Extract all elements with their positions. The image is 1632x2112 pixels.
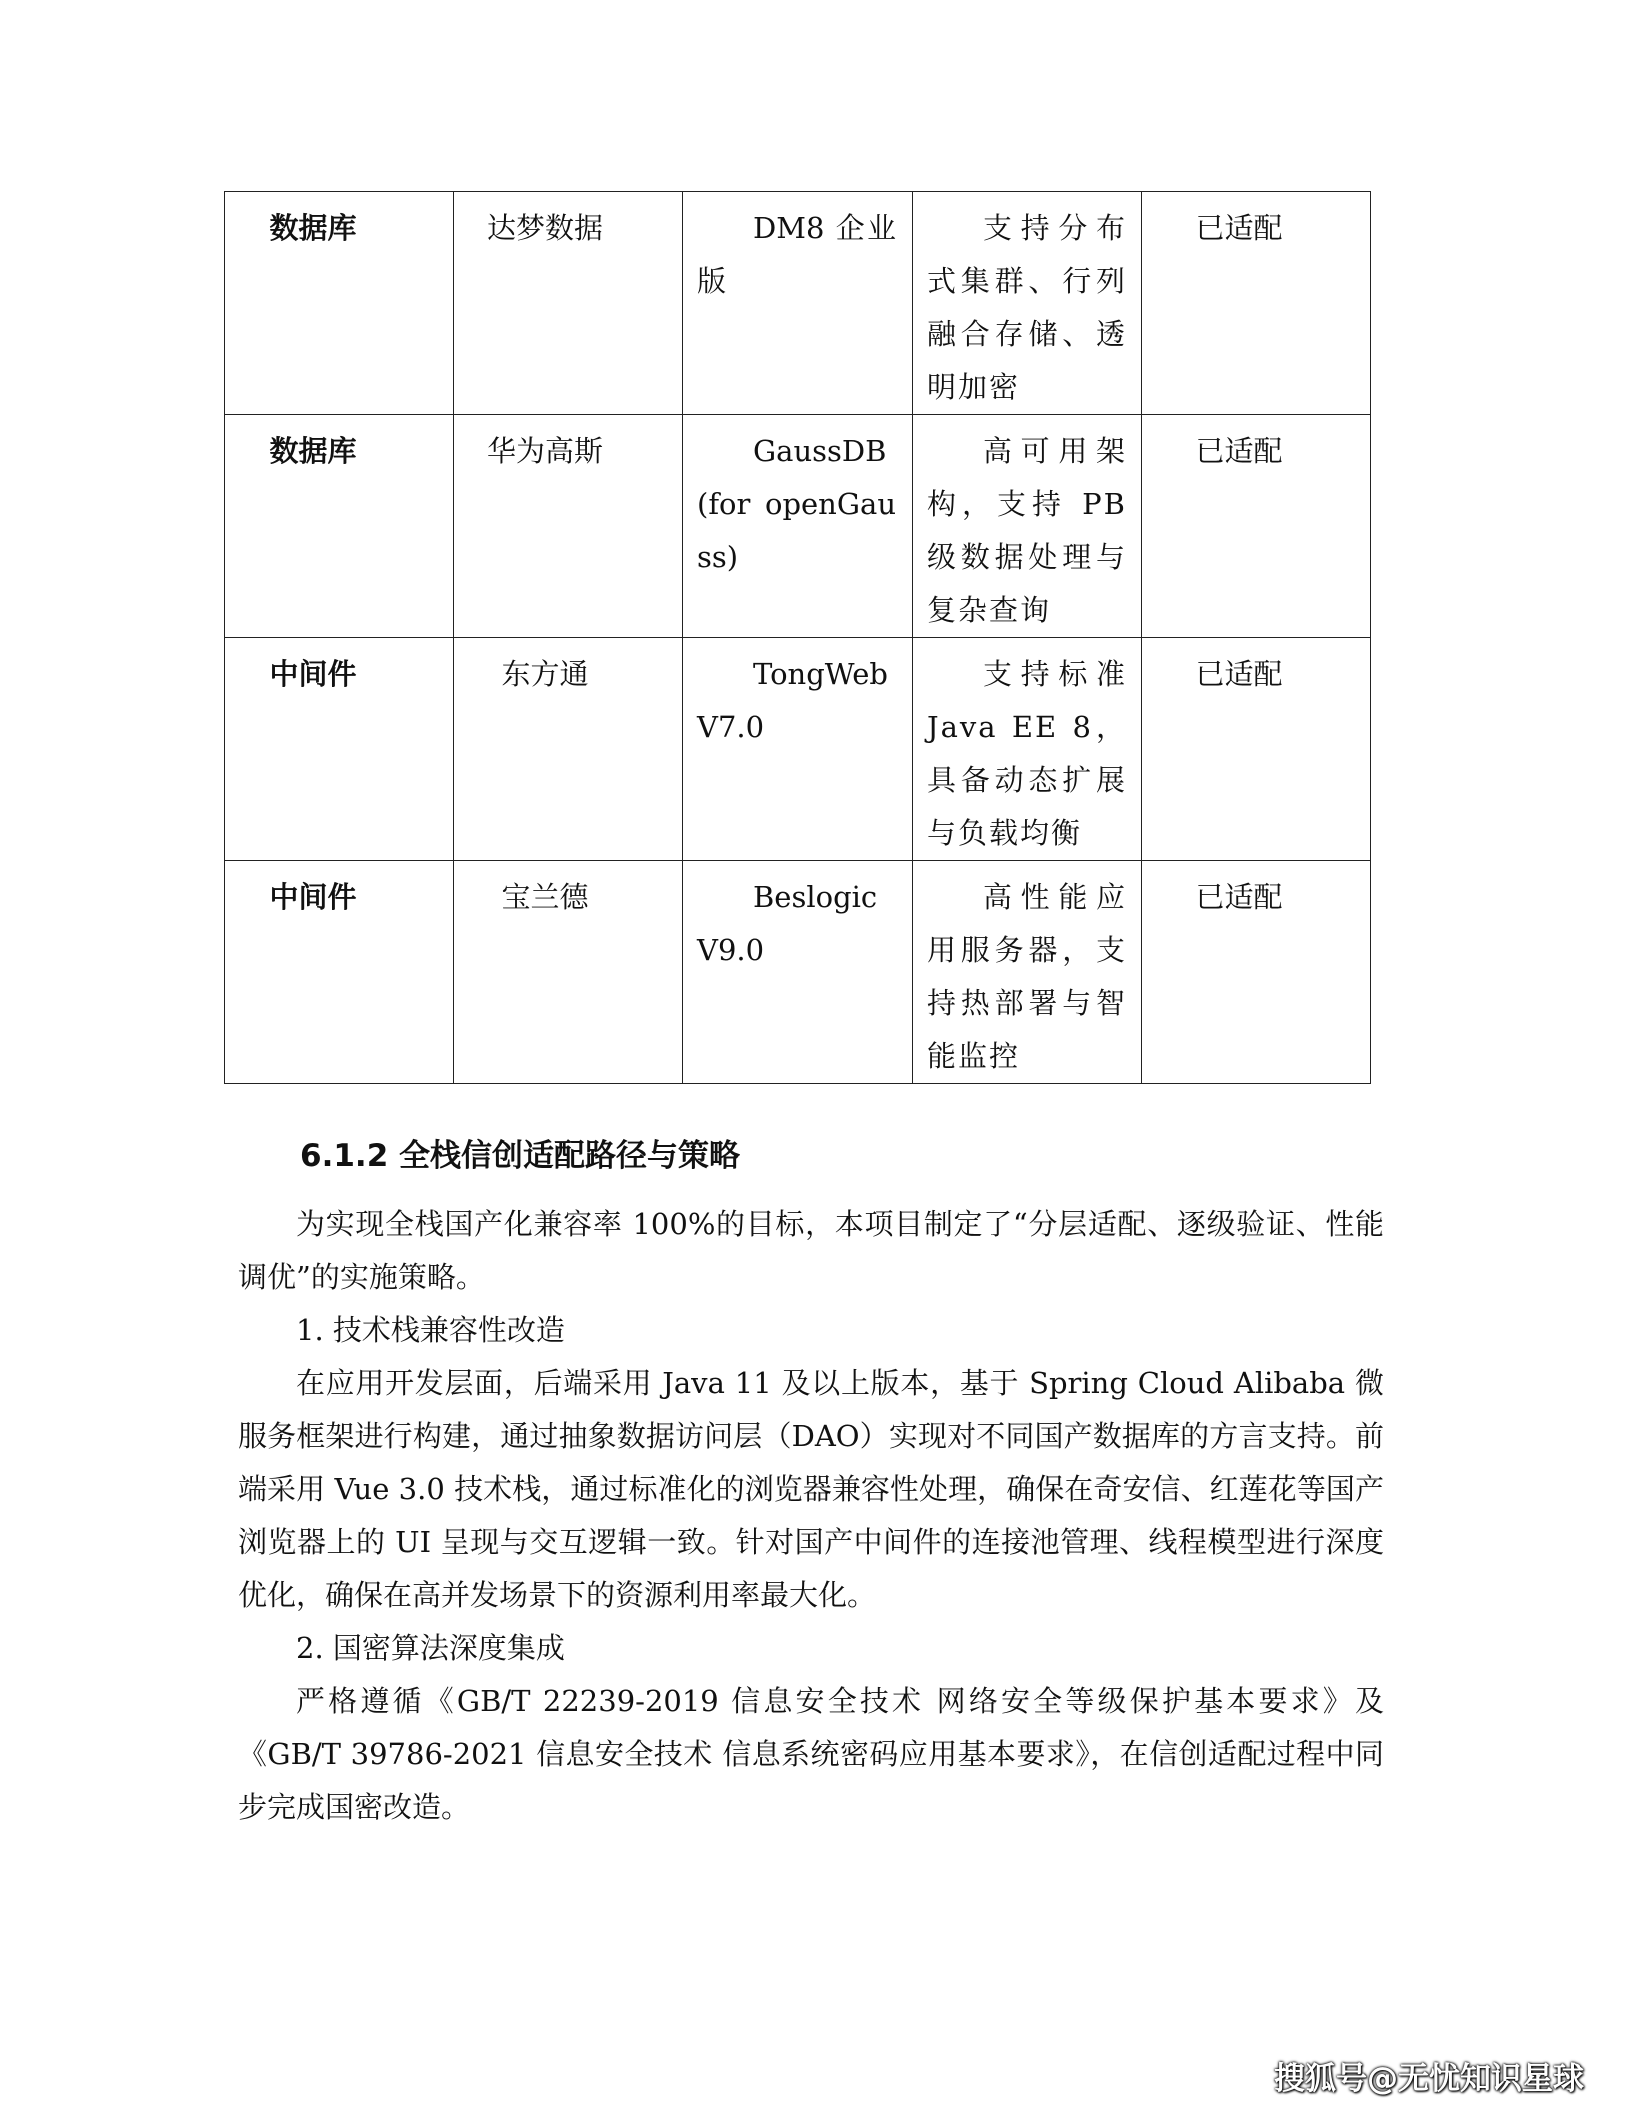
- cell-product: GaussDB (for openGauss): [683, 415, 913, 638]
- cell-vendor: 东方通: [454, 638, 683, 861]
- cell-features: 支持分布式集群、行列融合存储、透明加密: [913, 192, 1142, 415]
- table-row: [225, 415, 1371, 638]
- cell-category: 数据库: [225, 192, 454, 415]
- cell-product: Beslogic V9.0: [683, 861, 913, 1084]
- cell-status: 已适配: [1142, 192, 1371, 415]
- cell-features: 高可用架构，支持 PB 级数据处理与复杂查询: [913, 415, 1142, 638]
- table-row: [225, 861, 1371, 1084]
- compat-table: [224, 191, 1371, 1084]
- table-row: [225, 192, 1371, 415]
- cell-features: 支持标准 Java EE 8，具备动态扩展与负载均衡: [913, 638, 1142, 861]
- cell-product: TongWeb V7.0: [683, 638, 913, 861]
- cell-category: 中间件: [225, 861, 454, 1084]
- cell-vendor: 宝兰德: [454, 861, 683, 1084]
- cell-status: 已适配: [1142, 415, 1371, 638]
- cell-features: 高性能应用服务器，支持热部署与智能监控: [913, 861, 1142, 1084]
- cell-vendor: 达梦数据: [454, 192, 683, 415]
- cell-category: 数据库: [225, 415, 454, 638]
- cell-status: 已适配: [1142, 861, 1371, 1084]
- list-heading: 2. 国密算法深度集成: [296, 1631, 565, 1665]
- paragraph: 严格遵循《GB/T 22239-2019 信息安全技术 网络安全等级保护基本要求》及《GB/T 39786-2021 信息安全技术 信息系统密码应用基本要求》，在信创适配过程中同步完成国密改造。: [238, 1684, 1384, 1824]
- watermark: 搜狐号@无忧知识星球: [1274, 2061, 1584, 2097]
- table-body: [225, 192, 1371, 1084]
- table-row: [225, 638, 1371, 861]
- cell-category: 中间件: [225, 638, 454, 861]
- cell-vendor: 华为高斯: [454, 415, 683, 638]
- section-heading: 6.1.2 全栈信创适配路径与策略: [300, 1138, 741, 1174]
- cell-product: DM8 企业版: [683, 192, 913, 415]
- body-text: [238, 1198, 1384, 1834]
- paragraph: 在应用开发层面，后端采用 Java 11 及以上版本，基于 Spring Cloud Alibaba 微服务框架进行构建，通过抽象数据访问层（DAO）实现对不同国产数据库的方言支持。前端采用 Vue 3.0 技术栈，通过标准化的浏览器兼容性处理，确保在奇安信、红莲花等国产浏览器上的 UI 呈现与交互逻辑一致。针对国产中间件的连接池管理、线程模型进行深度优化，确保在高并发场景下的资源利用率最大化。: [238, 1366, 1384, 1612]
- paragraph: 为实现全栈国产化兼容率 100%的目标，本项目制定了“分层适配、逐级验证、性能调优”的实施策略。: [238, 1207, 1385, 1294]
- list-heading: 1. 技术栈兼容性改造: [296, 1313, 565, 1347]
- cell-status: 已适配: [1142, 638, 1371, 861]
